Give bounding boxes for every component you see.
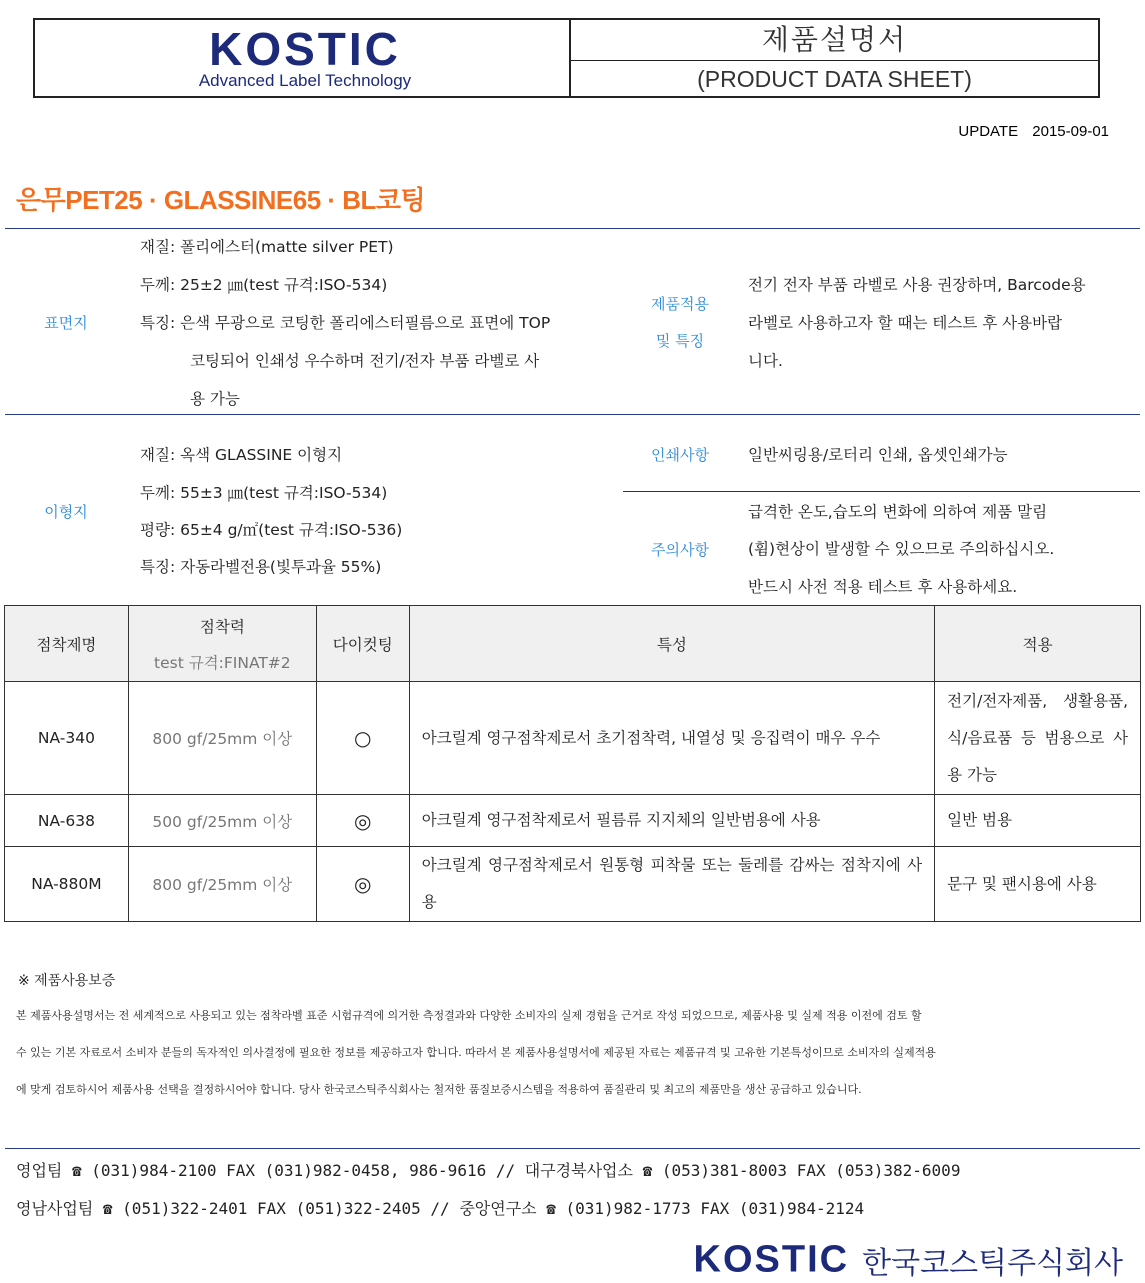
diecut-rating: ◎ [316, 847, 409, 922]
update-date: UPDATE 2015-09-01 [958, 123, 1109, 140]
header-box [33, 18, 1100, 98]
caution-label: 주의사항 [651, 541, 709, 559]
footer-logo-mark: KOSTIC [693, 1238, 850, 1281]
liner-thickness: 두께: 55±3 ㎛(test 규격:ISO-534) [140, 484, 388, 502]
face-thickness: 두께: 25±2 ㎛(test 규격:ISO-534) [140, 276, 388, 294]
application-text-1: 전기 전자 부품 라벨로 사용 권장하며, Barcode용 [748, 276, 1086, 294]
caution-text-3: 반드시 사전 적용 테스트 후 사용하세요. [748, 578, 1018, 596]
printing-text: 일반씨링용/로터리 인쇄, 옵셋인쇄가능 [748, 446, 1008, 464]
header-name: 점착제명 [5, 606, 129, 682]
usage-text: 전기/전자제품, 생활용품, 식/음료품 등 범용으로 사용 가능 [935, 682, 1141, 795]
adhesion-value: 500 gf/25mm 이상 [128, 795, 316, 847]
adhesive-table [4, 605, 1141, 922]
application-label-1: 제품적용 [651, 295, 709, 313]
header-property: 특성 [409, 606, 934, 682]
application-label-2: 및 특징 [655, 332, 705, 350]
adhesive-name: NA-638 [5, 795, 129, 847]
diecut-rating: ◎ [316, 795, 409, 847]
application-text-3: 니다. [748, 352, 783, 370]
footer-company-name: 한국코스틱주식회사 [862, 1246, 1123, 1281]
adhesion-value: 800 gf/25mm 이상 [128, 847, 316, 922]
header-adhesion-label: 점착력 [199, 617, 245, 636]
face-material: 재질: 폴리에스터(matte silver PET) [140, 238, 394, 256]
adhesion-value: 800 gf/25mm 이상 [128, 682, 316, 795]
caution-text-2: (휨)현상이 발생할 수 있으므로 주의하십시오. [748, 540, 1055, 558]
adhesive-name: NA-340 [5, 682, 129, 795]
document-title-en: (PRODUCT DATA SHEET) [697, 66, 972, 92]
footer-logo [694, 1238, 1123, 1282]
notes-divider [623, 491, 1140, 492]
contact-line-1: 영업팀 ☎ (031)984-2100 FAX (031)982-0458, 986-9616 // 대구경북사업소 ☎ (053)381-8003 FAX (053)382-6009 [16, 1161, 961, 1180]
face-feature-1: 특징: 은색 무광으로 코팅한 폴리에스터필름으로 표면에 TOP [140, 314, 551, 332]
header-usage: 적용 [935, 606, 1141, 682]
table-header-row [5, 606, 1141, 682]
contact-line-2: 영남사업팀 ☎ (051)322-2401 FAX (051)322-2405 // 중앙연구소 ☎ (031)982-1773 FAX (031)984-2124 [16, 1199, 865, 1218]
adhesive-name: NA-880M [5, 847, 129, 922]
caution-text-1: 급격한 온도,습도의 변화에 의하여 제품 말림 [748, 503, 1048, 521]
face-feature-2: 코팅되어 인쇄성 우수하며 전기/전자 부품 라벨로 사 [190, 352, 540, 370]
application-text-2: 라벨로 사용하고자 할 때는 테스트 후 사용바랍 [748, 314, 1063, 332]
usage-text: 일반 범용 [935, 795, 1141, 847]
property-text: 아크릴계 영구점착제로서 초기점착력, 내열성 및 응집력이 매우 우수 [409, 682, 934, 795]
product-title: 은무PET25 · GLASSINE65 · BL코팅 [16, 185, 426, 215]
contact-rule [5, 1148, 1140, 1149]
header-diecut: 다이컷팅 [316, 606, 409, 682]
warranty-title: ※ 제품사용보증 [18, 973, 116, 989]
liner-label: 이형지 [44, 503, 88, 521]
face-label: 표면지 [44, 314, 88, 332]
warranty-line-3: 에 맞게 검토하시어 제품사용 선택을 결정하시어야 합니다. 당사 한국코스틱주식회사는 철저한 품질보증시스템을 적용하여 품질관리 및 최고의 제품만을 생산 공급하고 있습니다. [16, 1083, 862, 1096]
usage-text: 문구 및 팬시용에 사용 [935, 847, 1141, 922]
logo-tagline: Advanced Label Technology [198, 71, 412, 90]
printing-label: 인쇄사항 [651, 446, 709, 464]
warranty-line-2: 수 있는 기본 자료로서 소비자 분들의 독자적인 의사결정에 필요한 정보를 제공하고자 합니다. 따라서 본 제품사용설명서에 제공된 자료는 제품규격 및 고유한 기본특성이므로 소비자의 실제적용 [16, 1046, 936, 1059]
logo-mark: KOSTIC [209, 23, 401, 75]
table-row [5, 682, 1141, 795]
section-rule-middle [5, 414, 1140, 415]
face-feature-3: 용 가능 [190, 390, 240, 408]
property-text: 아크릴계 영구점착제로서 필름류 지지체의 일반범용에 사용 [409, 795, 934, 847]
warranty-line-1: 본 제품사용설명서는 전 세계적으로 사용되고 있는 점착라벨 표준 시험규격에 의거한 측정결과와 다양한 소비자의 실제 경험을 근거로 작성 되었으므로, 제품사용 및 실제 적용 이전에 검토 할 [16, 1009, 922, 1022]
document-title-ko: 제품설명서 [761, 23, 908, 56]
liner-feature: 특징: 자동라벨전용(빛투과율 55%) [140, 558, 382, 576]
header-adhesion [128, 606, 316, 682]
table-row [5, 847, 1141, 922]
liner-material: 재질: 옥색 GLASSINE 이형지 [140, 446, 343, 464]
table-row [5, 795, 1141, 847]
header-adhesion-sub: test 규격:FINAT#2 [154, 653, 291, 672]
kostic-logo [165, 23, 445, 90]
diecut-rating: ○ [316, 682, 409, 795]
property-text: 아크릴계 영구점착제로서 원통형 피착물 또는 둘레를 감싸는 점착지에 사용 [409, 847, 934, 922]
liner-weight: 평량: 65±4 g/㎡(test 규격:ISO-536) [140, 521, 403, 539]
